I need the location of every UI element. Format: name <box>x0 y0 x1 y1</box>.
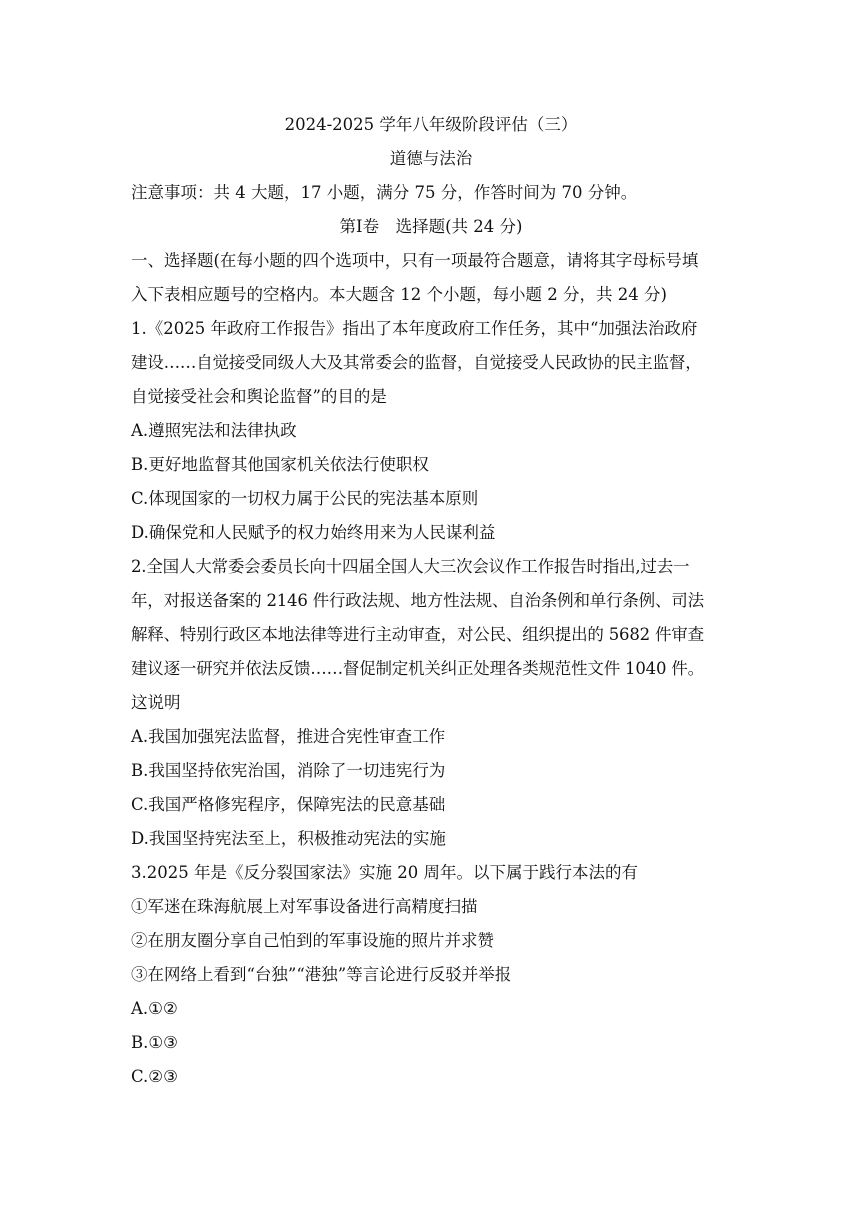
subject-title: 道德与法治 <box>389 149 473 168</box>
q1-stem-line: 1.《2025 年政府工作报告》指出了本年度政府工作任务，其中“加强法治政府 <box>131 319 698 338</box>
q3-statement-2: ②在朋友圈分享自己怕到的军事设施的照片并求赞 <box>131 931 494 950</box>
q1-option-d: D.确保党和人民赋予的权力始终用来为人民谋利益 <box>131 523 496 542</box>
notice-text: 注意事项：共 4 大题，17 小题，满分 75 分，作答时间为 70 分钟。 <box>131 183 638 202</box>
q1-stem-line: 自觉接受社会和舆论监督”的目的是 <box>131 387 387 406</box>
section-instruction-line: 一、选择题(在每小题的四个选项中，只有一项最符合题意，请将其字母标号填 <box>131 251 699 270</box>
q3-statement-1: ①军迷在珠海航展上对军事设备进行高精度扫描 <box>131 897 478 916</box>
q2-option-a: A.我国加强宪法监督，推进合宪性审查工作 <box>131 727 446 746</box>
q2-option-c: C.我国严格修宪程序，保障宪法的民意基础 <box>131 795 446 814</box>
q2-stem-line: 建议逐一研究并依法反馈……督促制定机关纠正处理各类规范性文件 1040 件。 <box>131 659 704 678</box>
q2-stem-line: 年，对报送备案的 2146 件行政法规、地方性法规、自治条例和单行条例、司法 <box>131 591 704 610</box>
q2-stem-line: 这说明 <box>131 693 181 712</box>
q1-stem-line: 建设……自觉接受同级人大及其常委会的监督，自觉接受人民政协的民主监督， <box>131 353 702 372</box>
q1-option-a: A.遵照宪法和法律执政 <box>131 421 297 440</box>
exam-title: 2024-2025 学年八年级阶段评估（三） <box>284 115 578 134</box>
q3-option-a: A.①② <box>131 999 178 1018</box>
q2-stem-line: 解释、特别行政区本地法律等进行主动审查，对公民、组织提出的 5682 件审查 <box>131 625 704 644</box>
q1-option-b: B.更好地监督其他国家机关依法行使职权 <box>131 455 429 474</box>
q3-option-b: B.①③ <box>131 1033 178 1052</box>
q1-option-c: C.体现国家的一切权力属于公民的宪法基本原则 <box>131 489 479 508</box>
q3-statement-3: ③在网络上看到“台独”“港独”等言论进行反驳并举报 <box>131 965 512 984</box>
section-instruction-line: 入下表相应题号的空格内。本大题含 12 个小题，每小题 2 分，共 24 分) <box>131 285 667 304</box>
q2-option-d: D.我国坚持宪法至上，积极推动宪法的实施 <box>131 829 446 848</box>
page-content <box>131 108 731 1094</box>
q3-option-c: C.②③ <box>131 1067 178 1086</box>
q2-stem-line: 2.全国人大常委会委员长向十四届全国人大三次会议作工作报告时指出,过去一 <box>131 557 690 576</box>
q3-stem-line: 3.2025 年是《反分裂国家法》实施 20 周年。以下属于践行本法的有 <box>131 863 638 882</box>
volume-title: 第Ⅰ卷 选择题(共 24 分) <box>339 217 523 236</box>
q2-option-b: B.我国坚持依宪治国，消除了一切违宪行为 <box>131 761 446 780</box>
